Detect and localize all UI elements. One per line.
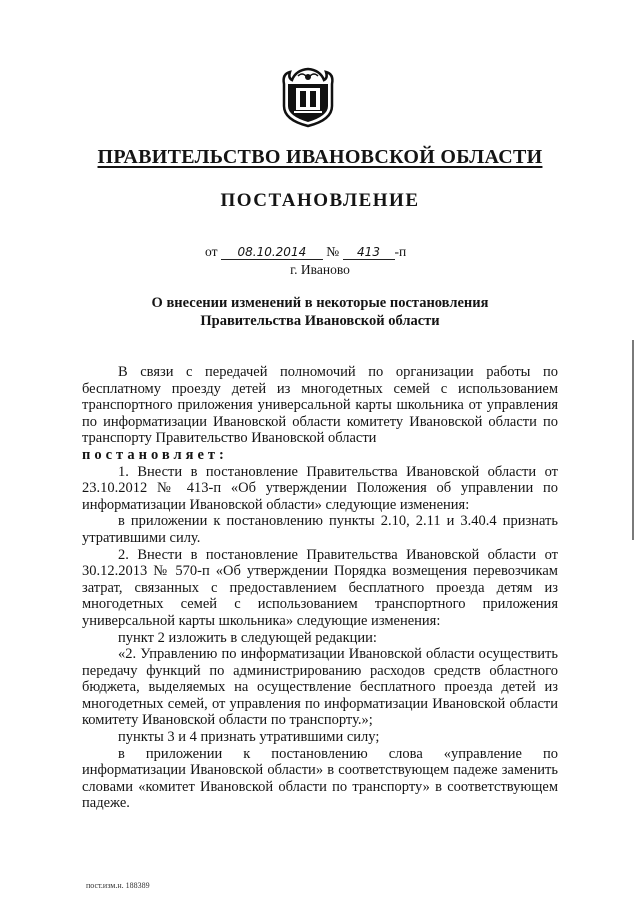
coat-of-arms-icon [278,66,338,128]
date-value: 08.10.2014 [221,245,323,260]
number-prefix: № [326,244,340,259]
subject-line-1: О внесении изменений в некоторые постановления [151,295,489,311]
paragraph-item-2-change-a: пункт 2 изложить в следующей редакции: [118,629,377,646]
date-prefix: от [205,244,218,259]
subject-line-2: Правительства Ивановской области [200,313,440,329]
date-number-line [205,244,406,260]
document-subject [100,294,540,330]
paragraph-item-1-change: в приложении к постановлению пункты 2.10, 2.11 и 3.40.4 признать утратившими силу. [82,513,558,546]
paragraph-item-2: 2. Внести в постановление Правительства Ивановской области от 30.12.2013 № 570-п «Об утверждении Порядка возмещения перевозчикам затрат, связанных с предоставлением бесплатного проезда детям из многодетных семей с использованием транспортного приложения универсальной карты школьника» следующие изменения: [82,546,558,629]
paragraph-item-2-quote: «2. Управлению по информатизации Ивановской области осуществить передачу функций по администрированию расходов средств областного бюджета, выделяемых на осуществление бесплатного проезда детей из многодетных семей, от управления по информатизации Ивановской области комитету Ивановской области по транспорту.»; [82,646,558,729]
number-suffix: -п [394,244,407,259]
footer-code: пост.изм.н. 188389 [86,881,150,890]
paragraph-item-1: 1. Внести в постановление Правительства Ивановской области от 23.10.2012 № 413-п «Об утверждении Положения об управлении по информатизации Ивановской области» следующие изменения: [82,463,558,513]
paragraph-item-2-change-c: в приложении к постановлению слова «управление по информатизации Ивановской области» в соответствующем падеже заменить словами «комитет Ивановской области по транспорту» в соответствующем падеже. [82,745,558,812]
scan-margin-line [632,340,634,540]
paragraph-preamble: В связи с передачей полномочий по организации работы по бесплатному проезду детей из многодетных семей с использованием транспортного приложения универсальной карты школьника от управления по информатизации Ивановской области комитету Ивановской области по транспорту Правительство Ивановской области [82,364,558,447]
city: г. Иваново [290,262,350,277]
document-body [82,364,558,812]
paragraph-keyword: постановляет: [82,446,228,463]
number-value: 413 [343,245,395,260]
government-title: ПРАВИТЕЛЬСТВО ИВАНОВСКОЙ ОБЛАСТИ [97,146,543,168]
document-type: ПОСТАНОВЛЕНИЕ [220,190,420,211]
paragraph-item-2-change-b: пункты 3 и 4 признать утратившими силу; [118,729,380,746]
